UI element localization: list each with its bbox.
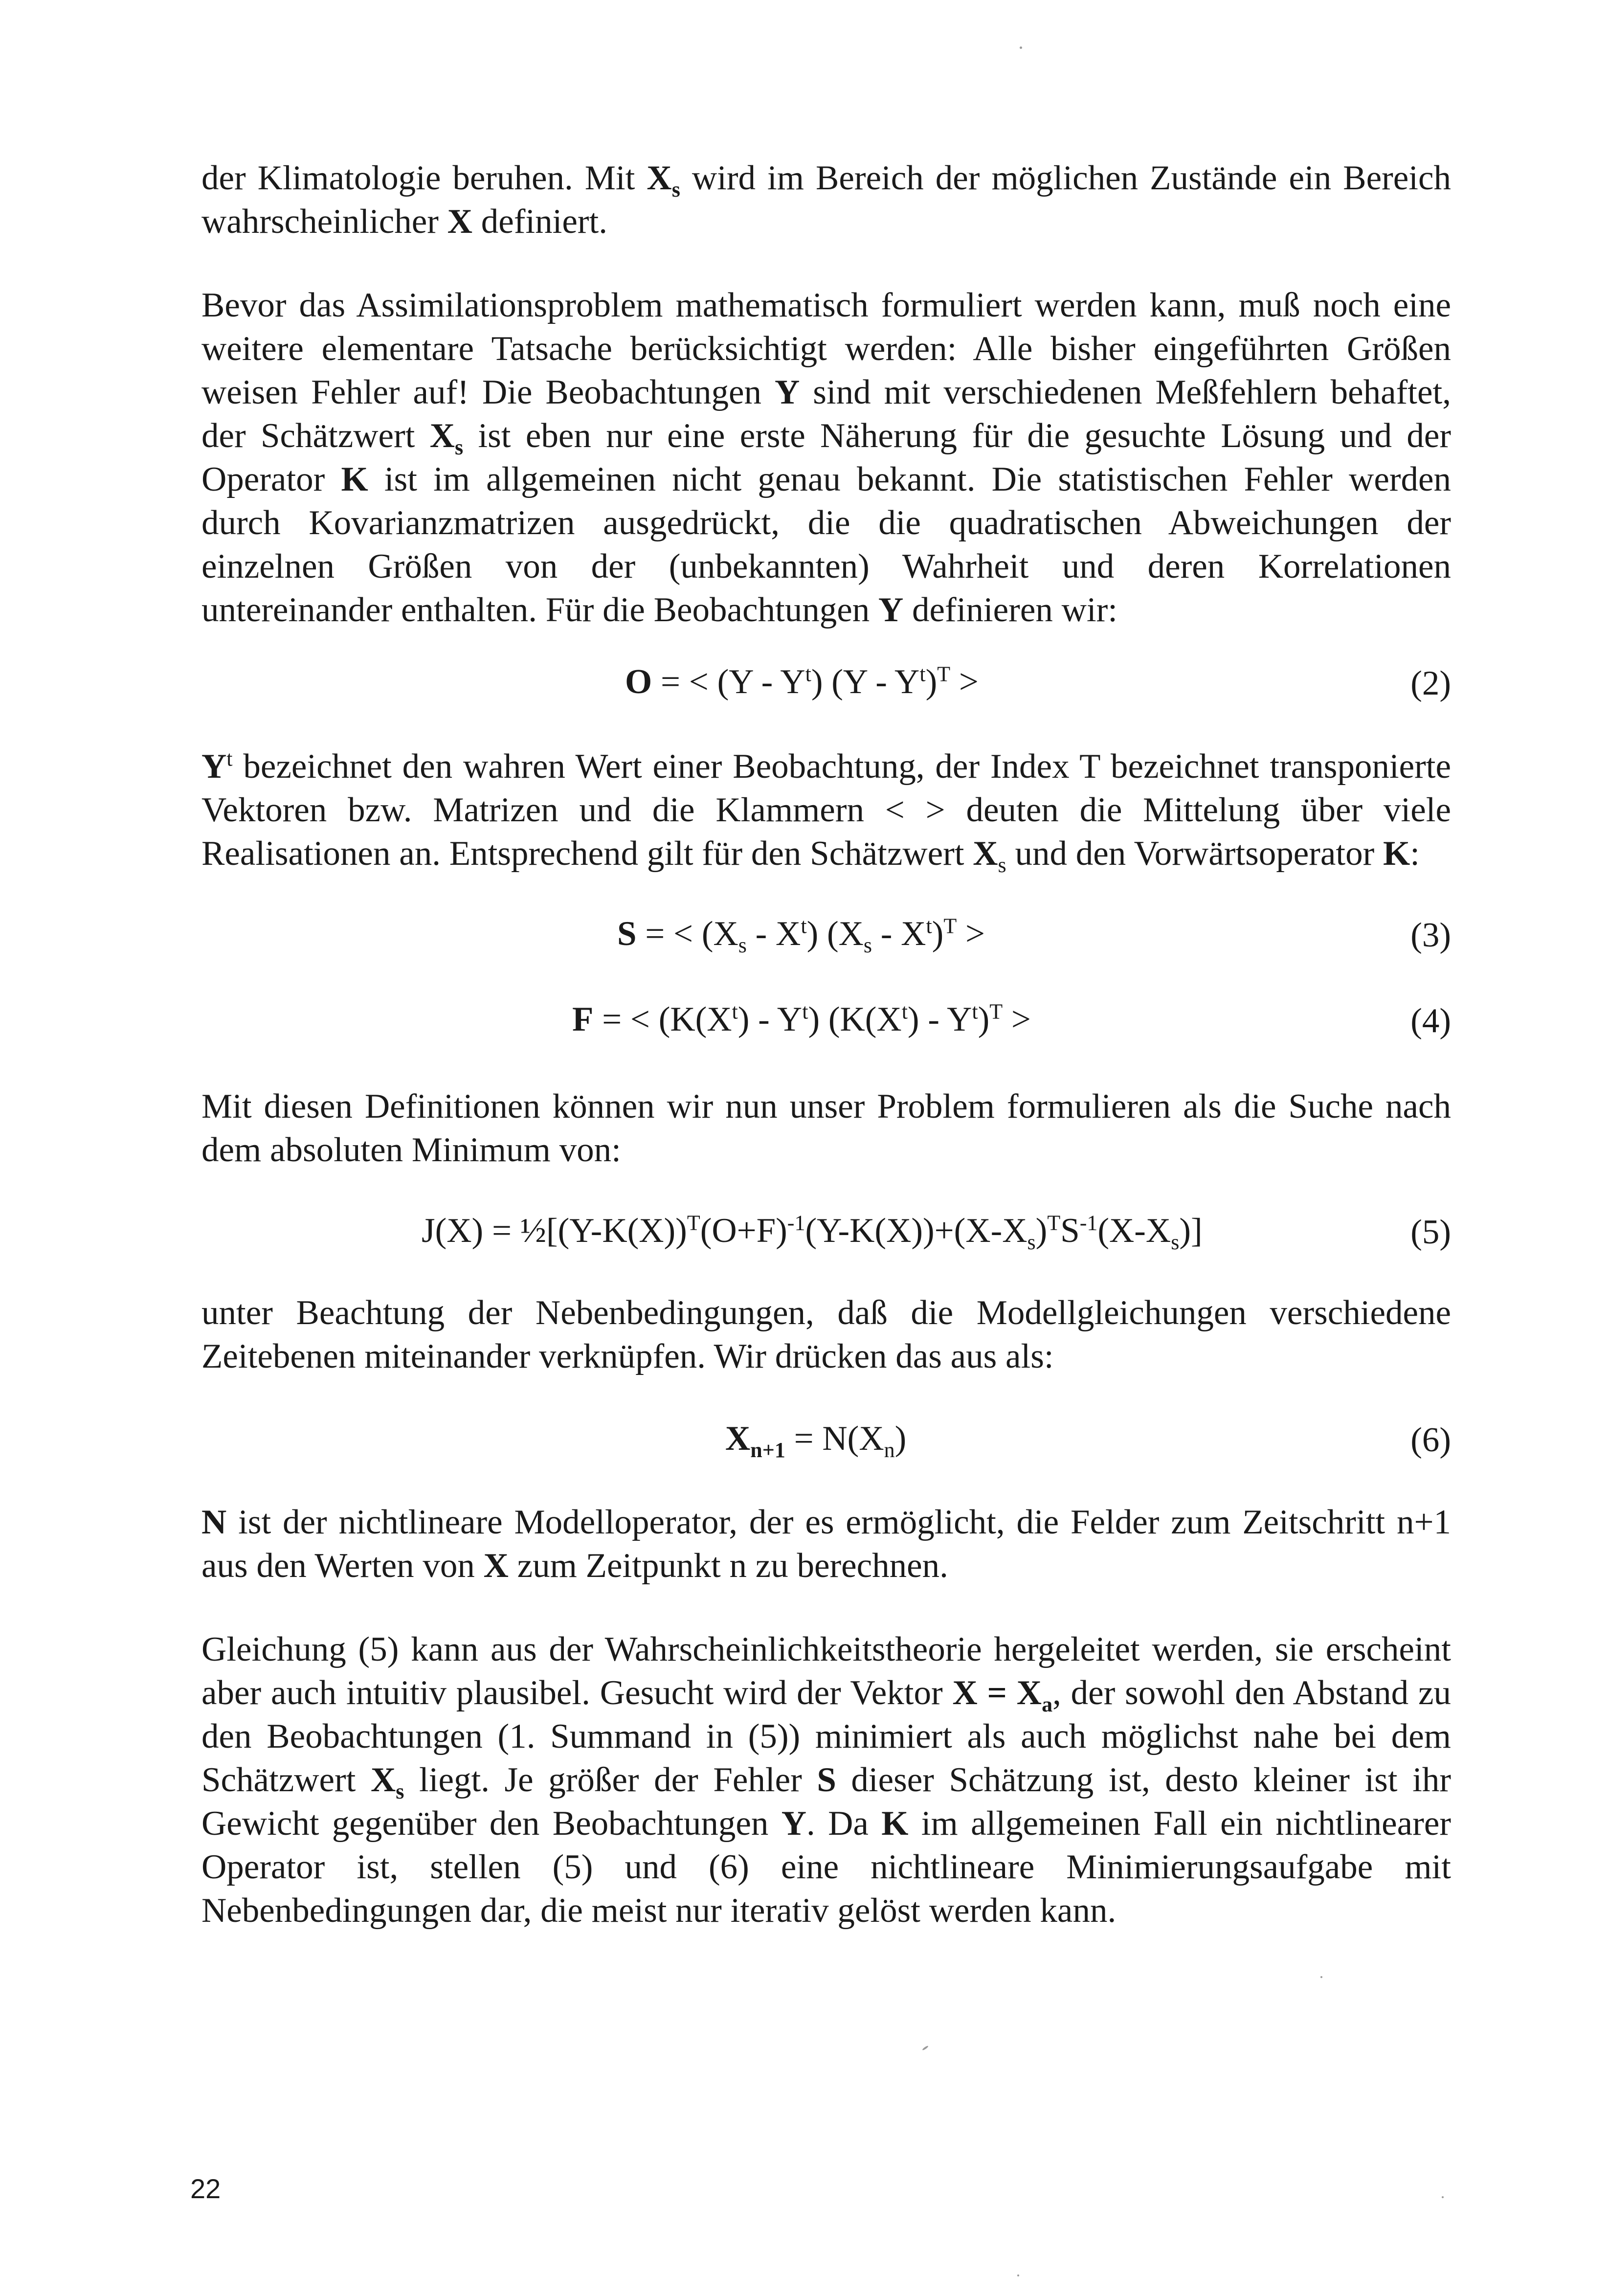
subscript: s xyxy=(396,1779,404,1804)
page-number: 22 xyxy=(190,2173,221,2204)
symbol-x: X xyxy=(647,159,672,197)
equation-lhs: S xyxy=(617,915,637,953)
equation-part: = < (K(X xyxy=(593,1000,732,1038)
text-run: : xyxy=(1410,834,1420,873)
text-run: zum Zeitpunkt n zu berechnen. xyxy=(508,1547,948,1585)
equation-part: = < (X xyxy=(636,915,738,953)
text-run: ist der nichtlineare Modelloperator, der es ermöglicht, die Felder zum Zeitschritt n+1 aus den Werten von xyxy=(201,1503,1451,1585)
symbol-x: X xyxy=(371,1761,396,1799)
subscript: a xyxy=(1042,1692,1053,1717)
text-run: wird im Bereich der möglichen Zustände ein Bereich wahrscheinlicher xyxy=(201,159,1451,241)
equation-number-3: (3) xyxy=(1410,916,1451,954)
paragraph-3 xyxy=(201,745,1451,876)
text-run: bezeichnet den wahren Wert einer Beobachtung, der Index T bezeichnet transponierte Vektoren bzw. Matrizen und die Klammern < > deuten die Mittelung über viele Realisationen an. Entsprechend gilt für den Schätzwert xyxy=(201,747,1451,873)
superscript: t xyxy=(801,914,807,938)
equation-number-4: (4) xyxy=(1410,1002,1451,1040)
symbol-x: X xyxy=(429,417,455,455)
subscript: s xyxy=(454,435,464,460)
text-run: . Da xyxy=(806,1804,882,1843)
subscript: n xyxy=(884,1438,895,1463)
paragraph-5 xyxy=(201,1291,1451,1378)
equation-2 xyxy=(625,660,979,704)
superscript: T xyxy=(687,1211,700,1235)
equation-5 xyxy=(422,1209,1203,1253)
scan-speck xyxy=(1017,2274,1019,2276)
superscript: t xyxy=(926,914,932,938)
equation-part: X xyxy=(725,1419,751,1458)
text-run: ist im allgemeinen nicht genau bekannt. Die statistischen Fehler werden durch Kovarianzmatrizen ausgedrückt, die die quadratischen Abweichungen der einzelnen Größen von der (unbekannten) Wahrheit und deren Korrelationen untereinander enthalten. Für die Beobachtungen xyxy=(201,460,1451,629)
equation-part: ) xyxy=(894,1419,907,1458)
equation-part: ) xyxy=(978,1000,990,1038)
equation-part: = N(X xyxy=(785,1419,884,1458)
symbol-x: X xyxy=(447,203,472,241)
equation-part: (O+F) xyxy=(700,1212,787,1250)
equation-part: ) - Y xyxy=(737,1000,803,1038)
equation-part: ) - Y xyxy=(907,1000,972,1038)
equation-lhs: J(X) xyxy=(422,1212,484,1250)
paragraph-1 xyxy=(201,157,1451,244)
superscript: T xyxy=(937,662,951,686)
paragraph-6 xyxy=(201,1501,1451,1588)
symbol-y: Y xyxy=(201,747,227,786)
superscript: -1 xyxy=(1079,1211,1098,1235)
text-run: dieser Schätzung ist, desto kleiner ist ihr Gewicht gegenüber den Beobachtungen xyxy=(201,1761,1451,1843)
text-run: liegt. Je größer der Fehler xyxy=(404,1761,817,1799)
equation-4 xyxy=(572,998,1031,1041)
text-run: der Klimatologie beruhen. Mit xyxy=(201,159,647,197)
text-run: unter Beachtung der Nebenbedingungen, daß die Modellgleichungen verschiedene Zeitebenen miteinander verknüpfen. Wir drücken das aus als: xyxy=(201,1294,1451,1375)
equation-part: S xyxy=(1060,1212,1080,1250)
equation-part: > xyxy=(950,663,979,701)
superscript: t xyxy=(802,999,808,1024)
equation-part: ) xyxy=(932,915,944,953)
superscript: t xyxy=(901,999,908,1024)
equation-part: = < (Y - Y xyxy=(652,663,805,701)
superscript: t xyxy=(226,746,233,771)
equation-part: (X-X xyxy=(1097,1212,1171,1250)
paragraph-4 xyxy=(201,1085,1451,1172)
symbol-x: X xyxy=(483,1547,509,1585)
symbol-y: Y xyxy=(775,373,800,411)
superscript: t xyxy=(732,999,738,1024)
subscript: s xyxy=(998,853,1006,878)
superscript: t xyxy=(972,999,978,1024)
equation-number-6: (6) xyxy=(1410,1421,1451,1459)
equation-part: - X xyxy=(746,915,801,953)
scan-speck xyxy=(1020,46,1022,49)
equation-number-2: (2) xyxy=(1410,664,1451,702)
subscript: s xyxy=(863,933,872,958)
equation-3 xyxy=(617,912,985,956)
symbol-s: S xyxy=(817,1761,836,1799)
superscript: T xyxy=(989,999,1003,1024)
text-run: Bevor das Assimilationsproblem mathematisch formuliert werden kann, muß noch eine weitere elementare Tatsache berücksichtigt werden: Alle bisher eingeführten Größen weisen Fehler auf! Die Beobachtungen xyxy=(201,286,1451,411)
text-run: Mit diesen Definitionen können wir nun unser Problem formulieren als die Suche nach dem absoluten Minimum von: xyxy=(201,1087,1451,1169)
symbol-k: K xyxy=(881,1804,909,1843)
symbol-k: K xyxy=(341,460,368,498)
subscript: s xyxy=(671,178,680,202)
superscript: -1 xyxy=(787,1211,805,1235)
equation-part: ) (X xyxy=(806,915,864,953)
equation-part: (Y-K(X))+(X-X xyxy=(805,1212,1027,1250)
equation-6 xyxy=(725,1417,906,1461)
symbol-k: K xyxy=(1383,834,1410,873)
superscript: T xyxy=(1047,1211,1061,1235)
symbol-x: X xyxy=(973,834,998,873)
scan-speck xyxy=(1320,1976,1322,1978)
equation-part: = ½[(Y-K(X)) xyxy=(483,1212,687,1250)
superscript: t xyxy=(919,662,926,686)
equation-part: ) (K(X xyxy=(808,1000,902,1038)
equation-part: ) (Y - Y xyxy=(811,663,920,701)
equation-part: ) xyxy=(925,663,938,701)
superscript: T xyxy=(943,914,957,938)
equation-part: > xyxy=(957,915,985,953)
equation-part: ) xyxy=(1035,1212,1048,1250)
equation-lhs: F xyxy=(572,1000,594,1038)
equation-part: - X xyxy=(872,915,926,953)
paragraph-7 xyxy=(201,1628,1451,1933)
text-run: sind mit verschiedenen Meßfehlern behaftet, der Schätzwert xyxy=(201,373,1451,455)
symbol-n: N xyxy=(201,1503,227,1541)
paragraph-2 xyxy=(201,284,1451,632)
text-run: ist eben nur eine erste Näherung für die gesuchte Lösung und der Operator xyxy=(201,417,1451,498)
text-run: und den Vorwärtsoperator xyxy=(1006,834,1384,873)
equation-lhs: O xyxy=(625,663,652,701)
text-run: im allgemeinen Fall ein nichtlinearer Operator ist, stellen (5) und (6) eine nichtlineare Minimierungsaufgabe mit Nebenbedingungen dar, die meist nur iterativ gelöst werden kann. xyxy=(201,1804,1451,1930)
text-run: definiert. xyxy=(472,203,607,241)
equation-part: )] xyxy=(1179,1212,1203,1250)
scan-speck xyxy=(1442,2196,1444,2198)
symbol-x-equals-xa: X = X xyxy=(952,1674,1042,1712)
subscript: s xyxy=(1027,1230,1036,1255)
scan-speck xyxy=(922,2045,929,2050)
subscript: n+1 xyxy=(750,1438,785,1463)
text-run: Gleichung (5) kann aus der Wahrscheinlichkeitstheorie hergeleitet werden, sie erscheint aber auch intuitiv plausibel. Gesucht wird der Vektor xyxy=(201,1630,1451,1712)
subscript: s xyxy=(1171,1230,1180,1255)
equation-number-5: (5) xyxy=(1410,1213,1451,1251)
equation-part: > xyxy=(1003,1000,1031,1038)
superscript: t xyxy=(805,662,811,686)
symbol-y: Y xyxy=(878,591,904,629)
text-run: , der sowohl den Abstand zu den Beobachtungen (1. Summand in (5)) minimiert als auch möglichst nahe bei dem Schätzwert xyxy=(201,1674,1451,1799)
text-run: definieren wir: xyxy=(903,591,1117,629)
subscript: s xyxy=(738,933,747,958)
symbol-y: Y xyxy=(781,1804,806,1843)
